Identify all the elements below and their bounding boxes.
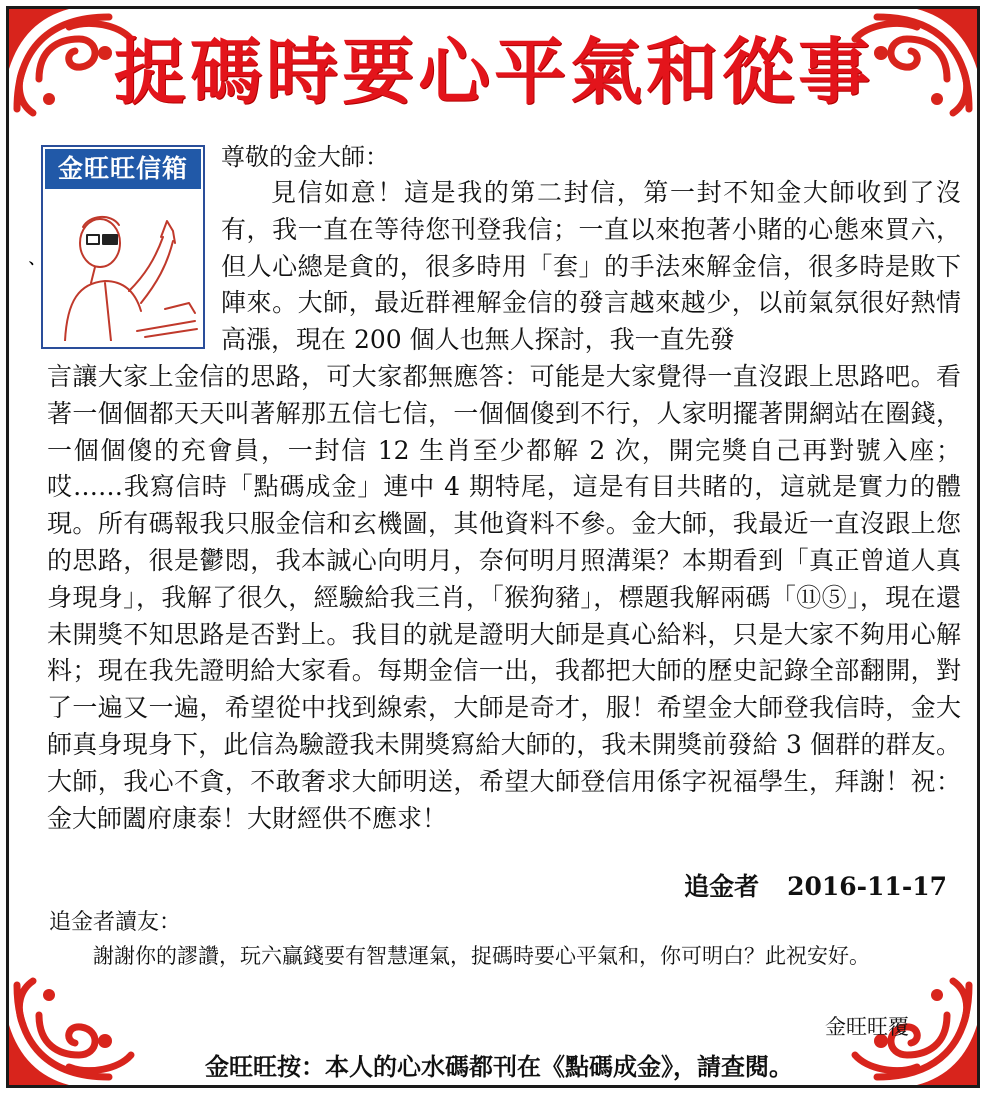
letter-author: 追金者 [684, 872, 760, 901]
letter-date: 2016-11-17 [787, 872, 947, 901]
letter-signature [684, 867, 947, 903]
footer-note: 金旺旺按：本人的心水碼都刊在《點碼成金》，請查閱。 [205, 1053, 793, 1081]
newspaper-column [6, 6, 980, 1088]
mailbox-logo [41, 145, 205, 349]
reply-signature: 金旺旺覆 [825, 1015, 909, 1039]
letter-paragraph-first: 見信如意！這是我的第二封信，第一封不知金大師收到了沒有，我一直在等待您刊登我信；一直以來抱著小賭的心態來買六，但人心總是貪的，很多時用「套」的手法來解金信，很多時是敗下陣來。大師，最近群裡解金信的發言越來越少，以前氣氛很好熱情高漲，現在 200 個人也無人探討，我一直先發 [221, 178, 961, 355]
headline: 捉碼時要心平氣和從事 [113, 29, 874, 114]
letter-salutation: 尊敬的金大師： [221, 143, 389, 171]
mailbox-label: 金旺旺信箱 [45, 149, 201, 189]
ink-mark: 、 [29, 253, 43, 268]
reply-body: 謝謝你的謬讚，玩六贏錢要有智慧運氣，捉碼時要心平氣和，你可明白？此祝安好。 [93, 944, 870, 968]
letter-paragraph-continued: 言讓大家上金信的思路，可大家都無應答：可能是大家覺得一直沒跟上思路吧。看著一個個都天天叫著解那五信七信，一個個傻到不行，人家明擺著開網站在圈錢，一個個傻的充會員，一封信 12 生肖至少都解 2 次，開完獎自己再對號入座；哎……我寫信時「點碼成金」連中 4 期特尾，這是有目共睹的，這就是實力的體現。所有碼報我只服金信和玄機圖，其他資料不參。金大師，我最近一直沒跟上您的思路，很是鬱悶，我本誠心向明月，奈何明月照溝渠？本期看到「真正曾道人真身現身」，我解了很久，經驗給我三肖，「猴狗豬」，標題我解兩碼「⑪⑤」，現在還未開獎不知思路是否對上。我目的就是證明大師是真心給料，只是大家不夠用心解料；現在我先證明給大家看。每期金信一出，我都把大師的歷史記錄全部翻開，對了一遍又一遍，希望從中找到線索，大師是奇才，服！希望金大師登我信時，金大師真身現身下，此信為驗證我未開獎寫給大師的，我未開獎前發給 3 個群的群友。大師，我心不貪，不敢奢求大師明送，希望大師登信用係字祝福學生，拜謝！祝：金大師闔府康泰！大財經供不應求！ [47, 362, 961, 833]
pointing-man-illustration [45, 191, 201, 341]
reply-greeting: 追金者讀友： [49, 910, 182, 935]
corner-ornament-bottom-left [9, 975, 139, 1085]
